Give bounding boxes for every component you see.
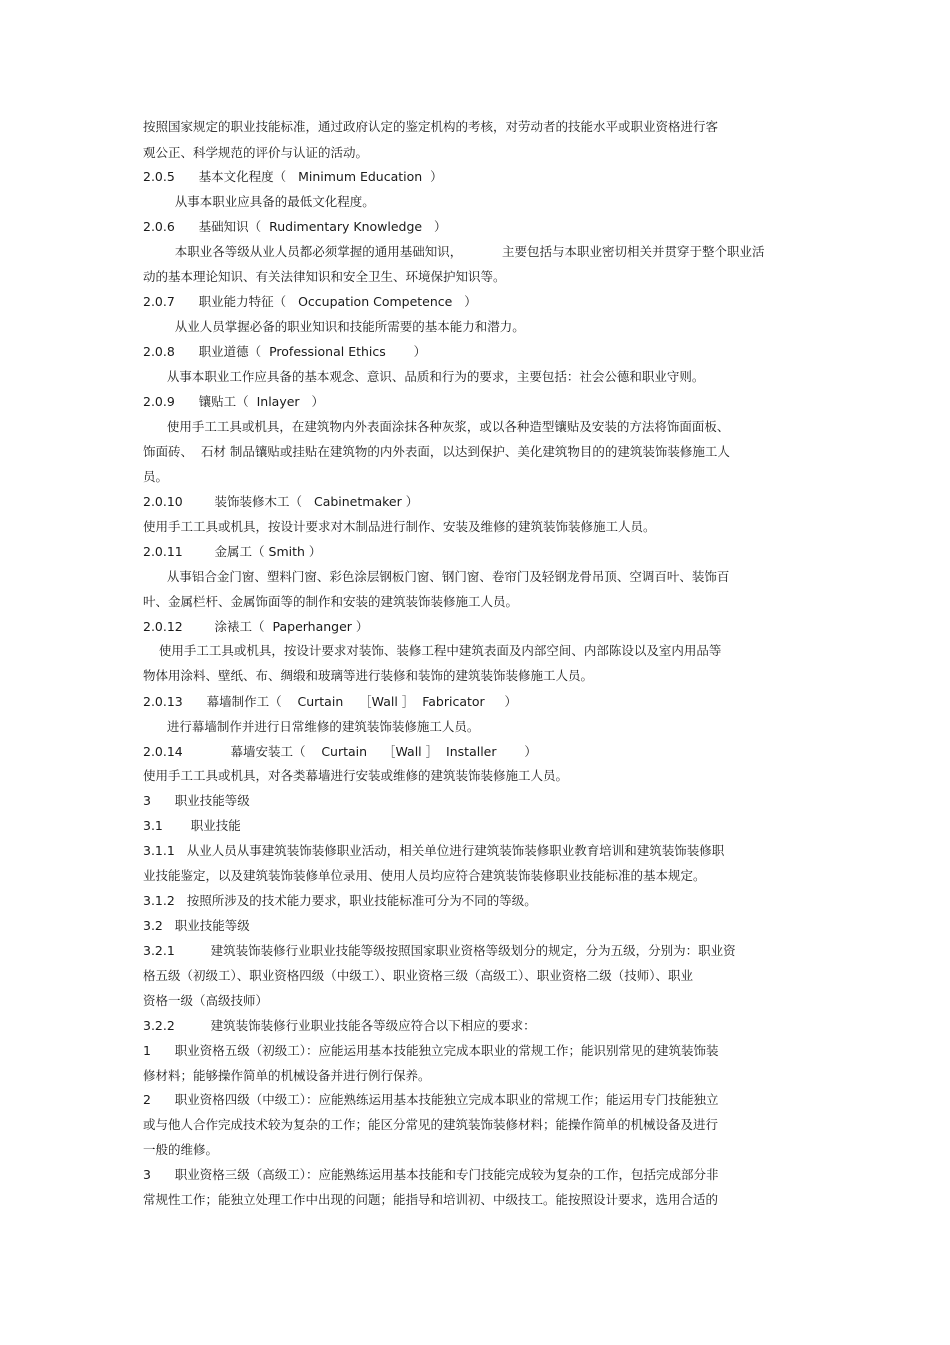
text-line: 修材料；能够操作简单的机械设备并进行例行保养。 [143,1068,431,1083]
section-heading: 2.0.13 幕墙制作工（ Curtain ［Wall ］ Fabricator ） [143,694,518,709]
text-line: 3.2.1 建筑装饰装修行业职业技能等级按照国家职业资格等级划分的规定，分为五级，分别为：职业资 [143,943,736,958]
text-line: 从事本职业应具备的最低文化程度。 [143,194,375,209]
text-line: 3.1.1 从业人员从事建筑装饰装修职业活动，相关单位进行建筑装饰装修职业教育培训和建筑装饰装修职 [143,843,725,858]
text-line: 业技能鉴定，以及建筑装饰装修单位录用、使用人员均应符合建筑装饰装修职业技能标准的基本规定。 [143,868,706,883]
text-line: 观公正、科学规范的评价与认证的活动。 [143,145,369,160]
section-heading: 2.0.9 镶贴工（ Inlayer ） [143,394,324,409]
section-heading: 2.0.5 基本文化程度（ Minimum Education ） [143,169,443,184]
list-item: 3 职业资格三级（高级工）：应能熟练运用基本技能和专门技能完成较为复杂的工作，包括完成部分非 [143,1167,719,1182]
text-line: 资格一级（高级技师） [143,993,269,1008]
text-line: 使用手工工具或机具，对各类幕墙进行安装或维修的建筑装饰装修施工人员。 [143,768,569,783]
text-line: 格五级（初级工）、职业资格四级（中级工）、职业资格三级（高级工）、职业资格二级（技师）、职业 [143,968,694,983]
text-line: 3.1.2 按照所涉及的技术能力要求，职业技能标准可分为不同的等级。 [143,893,537,908]
list-item: 1 职业资格五级（初级工）：应能运用基本技能独立完成本职业的常规工作；能识别常见的建筑装饰装 [143,1043,719,1058]
text-line: 3.2.2 建筑装饰装修行业职业技能各等级应符合以下相应的要求： [143,1018,536,1033]
text-line: 常规性工作；能独立处理工作中出现的问题；能指导和培训初、中级技工。能按照设计要求，选用合适的 [143,1192,719,1207]
text-line: 使用手工工具或机具，按设计要求对木制品进行制作、安装及维修的建筑装饰装修施工人员。 [143,519,656,534]
text-line: 动的基本理论知识、有关法律知识和安全卫生、环境保护知识等。 [143,269,506,284]
chapter-heading: 3 职业技能等级 [143,793,250,808]
text-line: 或与他人合作完成技术较为复杂的工作；能区分常见的建筑装饰装修材料；能操作简单的机械设备及进行 [143,1117,719,1132]
text-line: 进行幕墙制作并进行日常维修的建筑装饰装修施工人员。 [143,719,480,734]
section-heading: 2.0.14 幕墙安装工（ Curtain ［Wall ］ Installer ） [143,744,537,759]
text-line: 饰面砖、 石材 制品镶贴或挂贴在建筑物的内外表面，以达到保护、美化建筑物目的的建筑装饰装修施工人 [143,444,730,459]
section-heading: 2.0.8 职业道德（ Professional Ethics ） [143,344,427,359]
text-line: 叶、金属栏杆、金属饰面等的制作和安装的建筑装饰装修施工人员。 [143,594,519,609]
text-line: 使用手工工具或机具，在建筑物内外表面涂抹各种灰浆，或以各种造型镶贴及安装的方法将饰面面板、 [143,419,730,434]
text-line: 按照国家规定的职业技能标准，通过政府认定的鉴定机构的考核，对劳动者的技能水平或职业资格进行客 [143,119,719,134]
text-line: 从业人员掌握必备的职业知识和技能所需要的基本能力和潜力。 [143,319,525,334]
text-line: 一般的维修。 [143,1142,219,1157]
text-line: 物体用涂料、壁纸、布、绸缎和玻璃等进行装修和装饰的建筑装饰装修施工人员。 [143,668,594,683]
section-heading: 2.0.12 涂裱工（ Paperhanger ） [143,619,369,634]
text-line: 从事铝合金门窗、塑料门窗、彩色涂层钢板门窗、钢门窗、卷帘门及轻钢龙骨吊顶、空调百叶、装饰百 [143,569,730,584]
section-heading: 3.1 职业技能 [143,818,241,833]
section-heading: 2.0.6 基础知识（ Rudimentary Knowledge ） [143,219,447,234]
list-item: 2 职业资格四级（中级工）：应能熟练运用基本技能独立完成本职业的常规工作；能运用专门技能独立 [143,1092,719,1107]
text-line: 使用手工工具或机具，按设计要求对装饰、装修工程中建筑表面及内部空间、内部陈设以及室内用品等 [143,643,722,658]
text-line: 员。 [143,469,169,484]
section-heading: 2.0.11 金属工（ Smith ） [143,544,322,559]
text-line: 从事本职业工作应具备的基本观念、意识、品质和行为的要求，主要包括：社会公德和职业守则。 [143,369,705,384]
section-heading: 3.2 职业技能等级 [143,918,250,933]
section-heading: 2.0.10 装饰装修木工（ Cabinetmaker ） [143,494,419,509]
text-line: 本职业各等级从业人员都必须掌握的通用基础知识， 主要包括与本职业密切相关并贯穿于整个职业活 [143,244,765,259]
section-heading: 2.0.7 职业能力特征（ Occupation Competence ） [143,294,477,309]
